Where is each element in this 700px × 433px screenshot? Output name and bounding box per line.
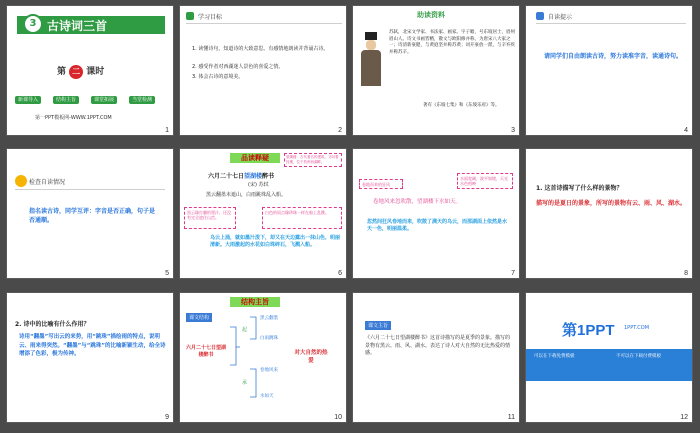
- section-subtitle: 课文结构: [186, 313, 212, 322]
- poem-line-1: 黑云翻墨未遮山，白雨跳珠乱入船。: [206, 192, 287, 198]
- explain-text: 乌云上涌，就如墨汁泼下，却又在天边露出一抹山色，明丽清新。大雨激起的水花如白珠碎石，飞溅入船。: [210, 235, 341, 248]
- slide-number: 11: [507, 414, 515, 421]
- target-icon: [186, 12, 194, 20]
- nav-button-test[interactable]: 当堂检测: [129, 96, 155, 104]
- slide-banner: 品读释疑: [230, 153, 280, 163]
- bio-text: 苏轼，北宋文学家、书法家、画家。字子瞻，号东坡居士，眉州眉山人。诗文书画皆精，散文与欧阳修并称，为唐宋八大家之一；诗清新豪健，与黄庭坚并称苏黄；词开豪放一派，与辛弃疾并称苏辛。: [389, 30, 515, 55]
- slide-heading: 学习目标: [198, 14, 223, 21]
- slide-number: 6: [338, 270, 342, 277]
- footer-text: 第一PPT模板网-WWW.1PPT.COM: [35, 115, 112, 121]
- title-highlight: 望湖楼: [244, 173, 263, 180]
- poem-line-2: 卷地风来忽吹散，望湖楼下水如天。: [373, 199, 462, 205]
- structure-root: 六月二十七日望湖楼醉书: [186, 345, 227, 358]
- slide-thumbnail-10[interactable]: [179, 292, 347, 423]
- lesson-number-badge: 3: [23, 14, 43, 34]
- slide-thumbnail-7[interactable]: [352, 148, 520, 279]
- slide-number: 7: [511, 270, 515, 277]
- nav-button-intro[interactable]: 新课导入: [15, 96, 41, 104]
- tip-icon: [536, 12, 544, 20]
- nav-button-extend[interactable]: 课堂拓展: [91, 96, 117, 104]
- note-box-right: 白色的雨点像珍珠一样在船上乱跳。: [262, 207, 342, 229]
- lesson-pre: 第: [57, 67, 67, 77]
- branch-label-2: 承: [242, 380, 248, 386]
- check-text: 指名读古诗，同学互评：字音是否正确，句子是否通顺。: [29, 208, 156, 224]
- explain-text: 忽然间狂风卷地而来，吹散了满天的乌云，而那湖面上依然是水天一色，明丽温柔。: [367, 219, 508, 232]
- slide-thumbnail-12[interactable]: [525, 292, 693, 423]
- slide-heading: 检查自读情况: [29, 179, 66, 186]
- slide-thumbnail-5[interactable]: [6, 148, 174, 279]
- heading-divider: [15, 189, 165, 190]
- slide-thumbnail-2[interactable]: [179, 5, 347, 136]
- slide-number: 9: [165, 414, 169, 421]
- slide-number: 2: [338, 127, 342, 134]
- slide-number: 10: [334, 414, 342, 421]
- slide-thumbnail-9[interactable]: [6, 292, 174, 423]
- check-icon: [15, 175, 27, 187]
- lesson-label: [57, 64, 104, 79]
- slide-thumbnail-3[interactable]: [352, 5, 520, 136]
- poem-title: 六月二十七日望湖楼醉书: [208, 173, 275, 180]
- slide-number: 3: [511, 127, 515, 134]
- nav-button-structure[interactable]: 结构主旨: [53, 96, 79, 104]
- lesson-badge: 二: [69, 65, 83, 79]
- brand-sub: 1PPT.COM: [624, 325, 650, 331]
- heading-divider: [536, 23, 686, 24]
- lesson-post: 课时: [86, 67, 105, 77]
- portrait-image: [359, 32, 383, 88]
- tip-text: 请同学们自由朗读古诗，努力读准字音，读通诗句。: [544, 53, 683, 60]
- slide-thumbnail-8[interactable]: [525, 148, 693, 279]
- question-text: 1. 这首诗描写了什么样的景物？: [536, 185, 623, 192]
- goal-1: 1. 读懂诗句，知道诗的大致意思。有感情地朗读并背诵古诗。: [192, 46, 329, 52]
- slide-heading: 自读提示: [548, 14, 573, 21]
- slide-number: 8: [684, 270, 688, 277]
- leaf-3: 卷地风来: [260, 368, 278, 373]
- slide-thumbnail-6[interactable]: [179, 148, 347, 279]
- poem-author: (宋) 苏轼: [248, 182, 269, 188]
- note-tag-2: 水面宽阔，波平如镜，天光水色相映: [457, 173, 513, 189]
- slide-heading: 助读资料: [417, 11, 445, 19]
- heading-divider: [186, 23, 342, 24]
- brand-logo: 第1PPT: [562, 322, 615, 339]
- answer-text: 诗用“翻墨”写出云的来势，用“跳珠”描绘雨的特点，说明云、雨来得突然。“翻墨”与“跳珠”的比喻新颖生动，给全诗增添了色彩，极为传神。: [19, 334, 166, 357]
- note-box-left: 黑云像打翻的墨汁，还没有完全遮住山峦。: [184, 207, 236, 229]
- slide-number: 1: [165, 127, 169, 134]
- download-paid-button[interactable]: 不可以在下载付费模板: [616, 354, 661, 359]
- download-free-button[interactable]: 可以在下载免费模板: [534, 354, 575, 359]
- answer-text: 描写的是夏日的景象，所写的景物有云、雨、风、湖水。: [536, 200, 687, 207]
- slide-number: 12: [680, 414, 688, 421]
- slide-title: 古诗词三首: [47, 19, 108, 33]
- leaf-2: 白雨跳珠: [260, 336, 278, 341]
- leaf-1: 黑云翻墨: [260, 316, 278, 321]
- slide-thumbnail-1[interactable]: [6, 5, 174, 136]
- theme-text: 《六月二十七日望湖楼醉书》这首诗描写的是夏季的景象。描写的景物有黑云、雨、风、湖水。表达了诗人对大自然的无比热爱的情感。: [365, 335, 511, 356]
- slide-thumbnail-4[interactable]: [525, 5, 693, 136]
- branch-label-1: 起: [242, 327, 248, 333]
- question-text: 2. 诗中的比喻有什么作用？: [15, 321, 90, 328]
- slide-thumbnail-11[interactable]: [352, 292, 520, 423]
- goal-3: 3. 体会古诗的意境美。: [192, 74, 244, 80]
- goal-2: 2. 感受作者对西湖迷人景色的喜爱之情。: [192, 64, 284, 70]
- leaf-4: 水如天: [260, 394, 274, 399]
- works-text: 著有《东坡七集》和《东坡乐府》等。: [423, 103, 500, 108]
- note-tag-1: 卷地而来的狂风: [359, 179, 403, 189]
- slide-banner: 结构主旨: [230, 297, 280, 307]
- slide-number: 4: [684, 127, 688, 134]
- slide-number: 5: [165, 270, 169, 277]
- section-subtitle: 课文主旨: [365, 321, 391, 330]
- theme-text: 对大自然的热爱: [294, 350, 328, 364]
- note-box-top: 望湖楼：古代著名的建筑，又叫看经楼，位于杭州西湖畔。: [284, 153, 342, 167]
